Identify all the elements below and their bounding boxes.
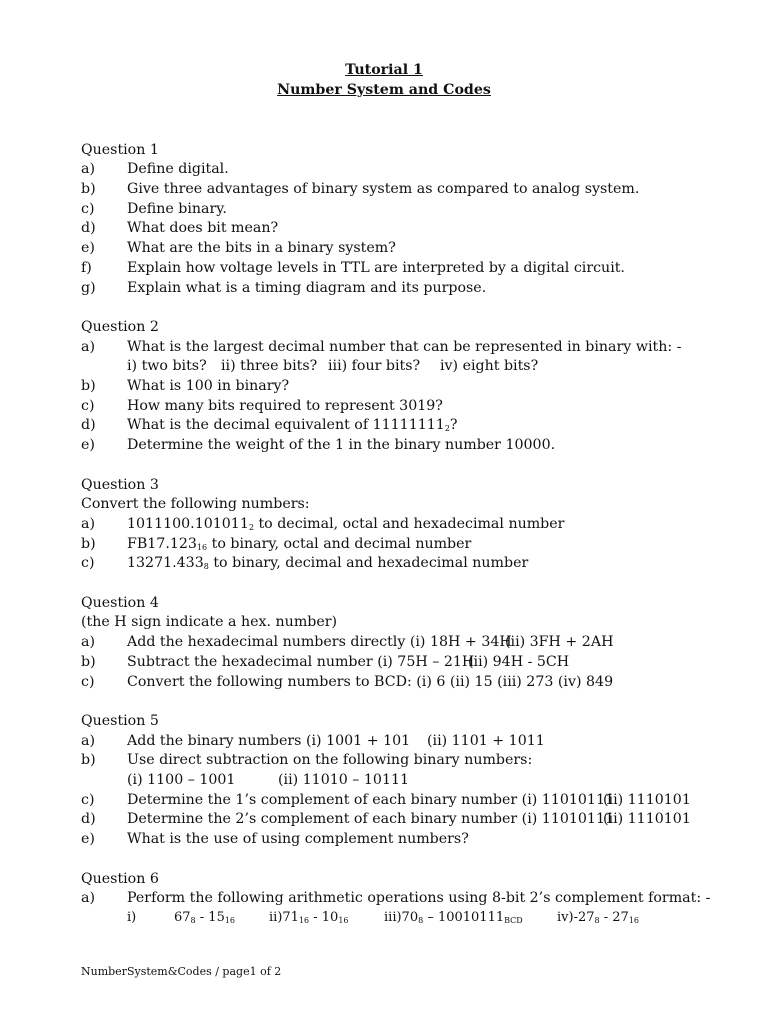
page-footer: NumberSystem&Codes / page1 of 2 xyxy=(81,965,282,978)
item-text: What is the use of using complement numbers? xyxy=(127,831,469,847)
item-text: $FB17.123_{16}$ to binary, octal and decimal number xyxy=(127,536,472,552)
item-label: c) xyxy=(81,201,95,217)
sub-option: $ii)71_{16} - 10_{16}$ xyxy=(269,910,349,925)
item-text: What is the largest decimal number that can be represented in binary with: - xyxy=(127,339,682,355)
item-text-part2: (ii) 1110101 xyxy=(603,811,691,827)
item-text: Add the binary numbers (i) 1001 + 101 xyxy=(127,733,411,749)
item-text: What are the bits in a binary system? xyxy=(127,240,396,256)
doc-title: Tutorial 1 xyxy=(345,62,423,78)
sub-option: (ii) 11010 – 10111 xyxy=(278,772,410,788)
item-label: a) xyxy=(81,516,95,532)
q4-intro: (the H sign indicate a hex. number) xyxy=(81,614,338,630)
item-label: f) xyxy=(81,260,92,276)
item-label: c) xyxy=(81,792,95,808)
item-label: b) xyxy=(81,536,96,552)
sub-option: iii) four bits? xyxy=(328,358,421,374)
item-text: $1011100.101011_2$ to decimal, octal and hexadecimal number xyxy=(127,516,565,532)
sub-option: $iii)70_8 - 10010111_{BCD}$ xyxy=(384,910,523,925)
item-text: Give three advantages of binary system as compared to analog system. xyxy=(127,181,640,197)
item-text: Convert the following numbers to BCD: (i) 6 (ii) 15 (iii) 273 (iv) 849 xyxy=(127,674,614,690)
item-label: e) xyxy=(81,240,95,256)
item-label: c) xyxy=(81,674,95,690)
item-label: a) xyxy=(81,733,95,749)
item-text: What is the decimal equivalent of $11111111_2$? xyxy=(127,417,458,433)
item-label: c) xyxy=(81,555,95,571)
item-text-part2: (ii) 1110101 xyxy=(603,792,691,808)
item-text: What does bit mean? xyxy=(127,220,279,236)
doc-subtitle: Number System and Codes xyxy=(277,82,491,98)
item-label: d) xyxy=(81,220,96,236)
item-label: b) xyxy=(81,181,96,197)
sub-option: iv) eight bits? xyxy=(440,358,539,374)
q2-heading: Question 2 xyxy=(81,319,159,335)
sub-option: (i) 1100 – 1001 xyxy=(127,772,236,788)
q4-heading: Question 4 xyxy=(81,595,159,611)
item-label: b) xyxy=(81,378,96,394)
sub-option: ii) three bits? xyxy=(221,358,318,374)
item-text-part2: (ii) 94H - 5CH xyxy=(468,654,570,670)
item-label: a) xyxy=(81,634,95,650)
item-text: How many bits required to represent 3019? xyxy=(127,398,443,414)
item-text: Explain what is a timing diagram and its purpose. xyxy=(127,280,487,296)
q5-heading: Question 5 xyxy=(81,713,159,729)
item-text: Determine the 1’s complement of each binary number (i) 11010111 xyxy=(127,792,615,808)
q1-heading: Question 1 xyxy=(81,142,159,158)
item-label: d) xyxy=(81,811,96,827)
item-text: Determine the weight of the 1 in the binary number 10000. xyxy=(127,437,556,453)
item-text: Explain how voltage levels in TTL are interpreted by a digital circuit. xyxy=(127,260,625,276)
item-label: a) xyxy=(81,890,95,906)
item-text: Perform the following arithmetic operations using 8-bit 2’s complement format: - xyxy=(127,890,711,906)
item-label: g) xyxy=(81,280,96,296)
item-text-part2: (ii) 3FH + 2AH xyxy=(505,634,614,650)
item-text: What is 100 in binary? xyxy=(127,378,290,394)
sub-option: $67_8 - 15_{16}$ xyxy=(174,910,236,925)
item-label: a) xyxy=(81,161,95,177)
item-text: Add the hexadecimal numbers directly (i) 18H + 34H xyxy=(127,634,512,650)
item-label: b) xyxy=(81,654,96,670)
item-text: Define binary. xyxy=(127,201,227,217)
item-text: Define digital. xyxy=(127,161,229,177)
item-label: d) xyxy=(81,417,96,433)
q3-heading: Question 3 xyxy=(81,477,159,493)
sub-option: $iv)-27_8 - 27_{16}$ xyxy=(557,910,639,925)
item-label: e) xyxy=(81,831,95,847)
item-text: Use direct subtraction on the following binary numbers: xyxy=(127,752,533,768)
item-text: Determine the 2’s complement of each binary number (i) 11010111 xyxy=(127,811,615,827)
item-text: $13271.433_8$ to binary, decimal and hexadecimal number xyxy=(127,555,529,571)
q6-heading: Question 6 xyxy=(81,871,159,887)
item-text-part2: (ii) 1101 + 1011 xyxy=(427,733,545,749)
sub-option-label: i) xyxy=(127,910,137,925)
item-label: b) xyxy=(81,752,96,768)
sub-option: i) two bits? xyxy=(127,358,207,374)
item-label: a) xyxy=(81,339,95,355)
item-label: e) xyxy=(81,437,95,453)
q3-intro: Convert the following numbers: xyxy=(81,496,310,512)
item-text: Subtract the hexadecimal number (i) 75H – 21H xyxy=(127,654,475,670)
item-label: c) xyxy=(81,398,95,414)
